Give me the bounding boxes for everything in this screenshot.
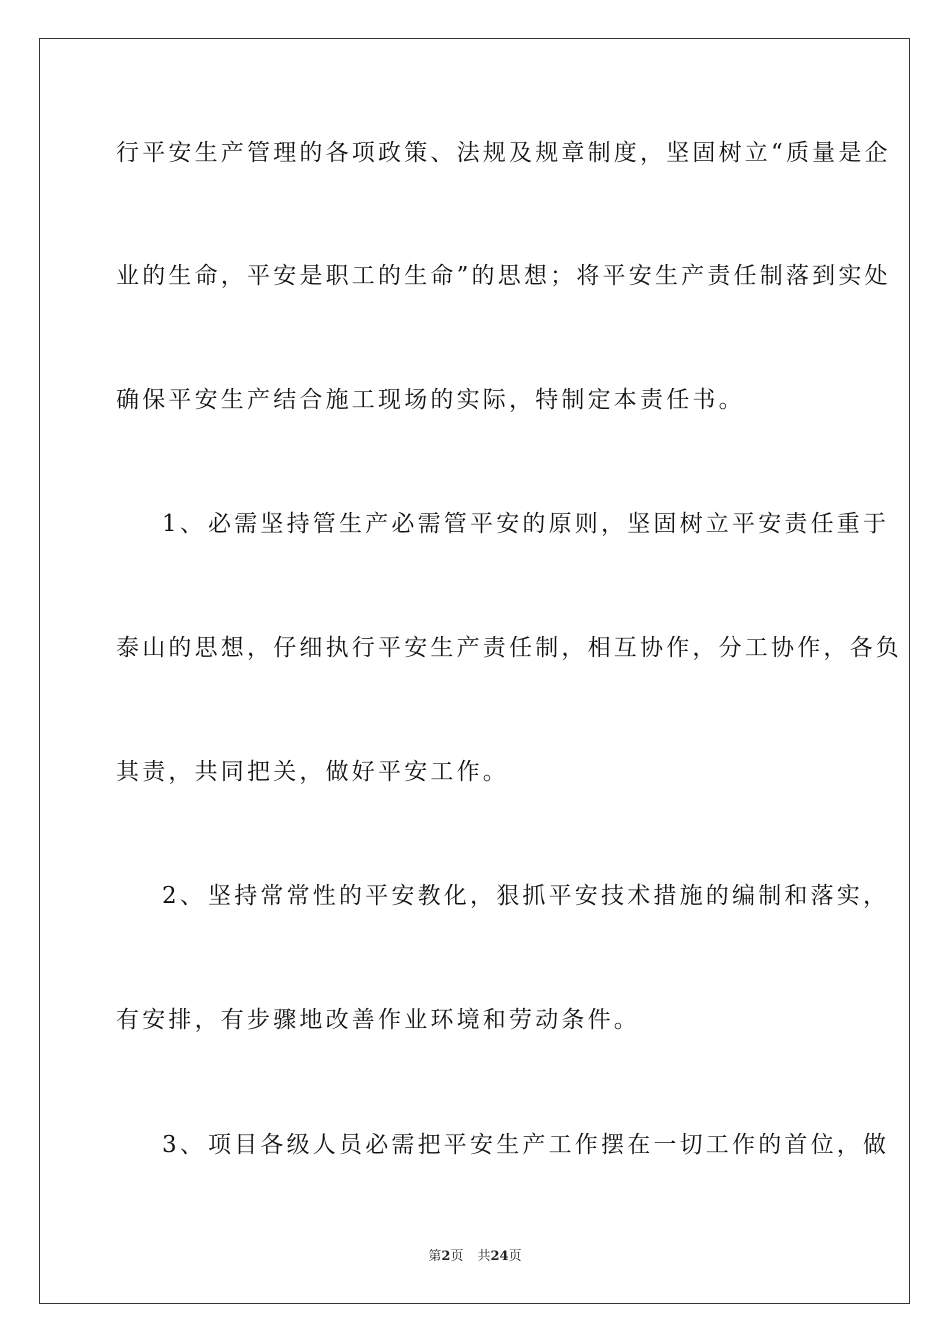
total-pages: 24 [490, 1249, 509, 1264]
page-border [39, 38, 910, 1304]
paragraph-line: 有安排，有步骤地改善作业环境和劳动条件。 [116, 1007, 640, 1033]
paragraph-line: 确保平安生产结合施工现场的实际，特制定本责任书。 [116, 387, 745, 413]
list-item-2 [162, 881, 890, 911]
paragraph-line: 其责，共同把关，做好平安工作。 [116, 759, 509, 785]
total-prefix: 共 [477, 1249, 491, 1264]
item-text: 必需坚持管生产必需管平安的原则，坚固树立平安责任重于 [208, 511, 890, 537]
page-footer [0, 1248, 950, 1266]
paragraph-line: 泰山的思想，仔细执行平安生产责任制，相互协作，分工协作，各负 [116, 635, 902, 661]
list-item-3 [162, 1130, 890, 1160]
page-number: 2 [441, 1249, 451, 1264]
item-text: 坚持常常性的平安教化，狠抓平安技术措施的编制和落实， [208, 883, 890, 909]
item-text: 项目各级人员必需把平安生产工作摆在一切工作的首位，做 [208, 1132, 890, 1158]
list-item-1 [162, 509, 890, 539]
item-number: 3、 [162, 1132, 207, 1158]
item-number: 1、 [162, 511, 207, 537]
paragraph-line: 业的生命，平安是职工的生命”的思想；将平安生产责任制落到实处 [116, 263, 891, 289]
page-prefix: 第 [428, 1249, 442, 1264]
item-number: 2、 [162, 883, 207, 909]
paragraph-line: 行平安生产管理的各项政策、法规及规章制度，坚固树立“质量是企 [116, 140, 891, 166]
page-suffix: 页 [450, 1249, 464, 1264]
total-suffix: 页 [508, 1249, 522, 1264]
